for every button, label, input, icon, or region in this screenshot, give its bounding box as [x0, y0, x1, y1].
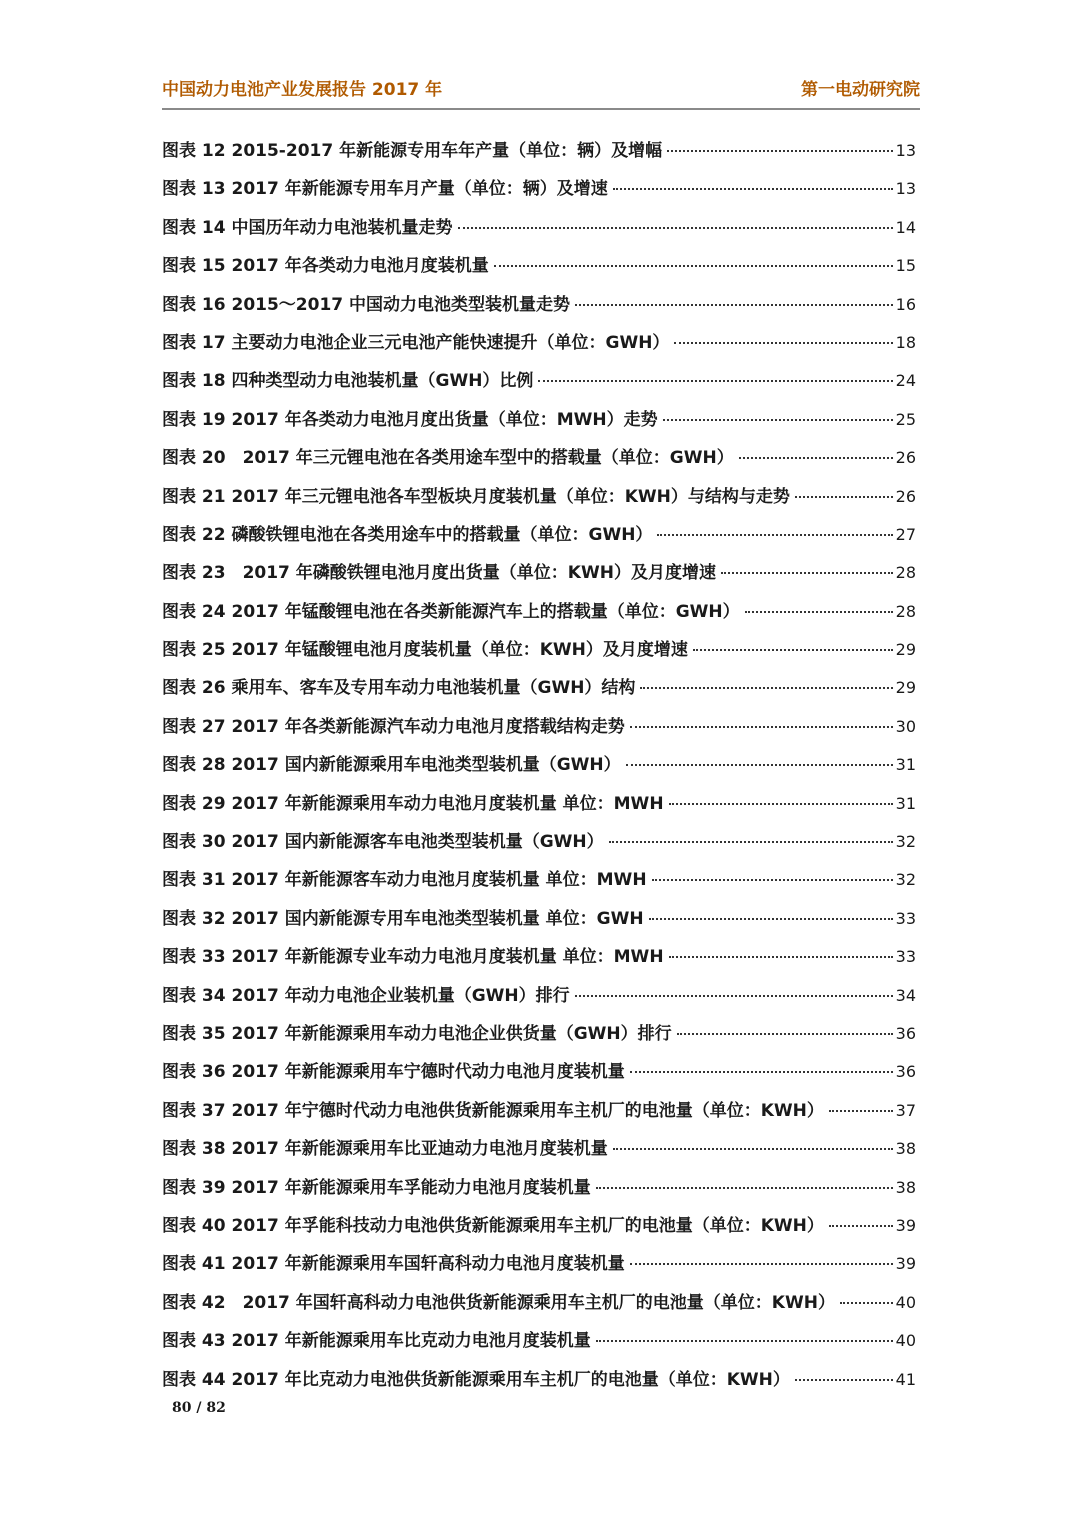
dot-leader: [829, 1110, 893, 1112]
dot-leader: [669, 803, 893, 805]
toc-entry-title[interactable]: 图表 35 2017 年新能源乘用车动力电池企业供货量（GWH）排行: [162, 1023, 672, 1044]
dot-leader: [613, 1148, 893, 1150]
toc-entry-page-number[interactable]: 25: [895, 409, 916, 429]
dot-leader: [739, 457, 893, 459]
toc-entry[interactable]: [162, 213, 916, 251]
toc-entry-page-number[interactable]: 33: [895, 908, 916, 928]
toc-entry-title[interactable]: 图表 12 2015-2017 年新能源专用车年产量（单位：辆）及增幅: [162, 141, 663, 161]
dot-leader: [630, 1071, 893, 1073]
toc-entry-title[interactable]: 图表 15 2017 年各类动力电池月度装机量: [162, 256, 489, 277]
toc-entry-title[interactable]: 图表 17 主要动力电池企业三元电池产能快速提升（单位：GWH）: [162, 332, 670, 353]
header-publisher: 第一电动研究院: [801, 80, 920, 100]
toc-entry[interactable]: [162, 789, 916, 827]
dot-leader: [657, 534, 892, 536]
toc-entry[interactable]: [162, 981, 916, 1019]
toc-entry[interactable]: [162, 865, 916, 903]
toc-entry[interactable]: [162, 712, 916, 750]
dot-leader: [494, 265, 893, 267]
dot-leader: [596, 1340, 893, 1342]
toc-entry-title[interactable]: 图表 16 2015～2017 中国动力电池类型装机量走势: [162, 294, 571, 315]
toc-entry-title[interactable]: 图表 40 2017 年孚能科技动力电池供货新能源乘用车主机厂的电池量（单位：KWH）: [162, 1215, 824, 1236]
toc-entry-page-number[interactable]: 39: [895, 1215, 916, 1235]
toc-entry-page-number[interactable]: 41: [895, 1369, 916, 1389]
toc-entry[interactable]: [162, 1288, 916, 1326]
toc-entry-title[interactable]: 图表 14 中国历年动力电池装机量走势: [162, 217, 453, 238]
toc-entry[interactable]: [162, 558, 916, 596]
toc-entry-page-number[interactable]: 13: [895, 141, 916, 160]
dot-leader: [626, 764, 893, 766]
dot-leader: [613, 188, 893, 190]
dot-leader: [795, 1379, 893, 1381]
table-of-figures: [162, 136, 916, 1403]
toc-entry-title[interactable]: 图表 31 2017 年新能源客车动力电池月度装机量 单位：MWH: [162, 870, 647, 891]
toc-entry[interactable]: [162, 750, 916, 788]
toc-entry-page-number[interactable]: 39: [895, 1254, 916, 1274]
dot-leader: [630, 1263, 893, 1265]
toc-entry[interactable]: [162, 904, 916, 942]
toc-entry[interactable]: [162, 136, 916, 174]
toc-entry-page-number[interactable]: 37: [895, 1100, 916, 1120]
toc-entry-page-number[interactable]: 32: [895, 870, 916, 890]
page-header: [162, 78, 920, 110]
toc-entry-page-number[interactable]: 36: [895, 1062, 916, 1082]
toc-entry-page-number[interactable]: 16: [895, 294, 916, 314]
toc-entry-title[interactable]: 图表 23 2017 年磷酸铁锂电池月度出货量（单位：KWH）及月度增速: [162, 563, 716, 584]
toc-entry[interactable]: [162, 1249, 916, 1287]
toc-entry-title[interactable]: 图表 20 2017 年三元锂电池在各类用途车型中的搭载量（单位：GWH）: [162, 448, 734, 469]
toc-entry-title[interactable]: 图表 36 2017 年新能源乘用车宁德时代动力电池月度装机量: [162, 1062, 625, 1083]
toc-entry-title[interactable]: 图表 13 2017 年新能源专用车月产量（单位：辆）及增速: [162, 179, 608, 200]
dot-leader: [609, 841, 893, 843]
dot-leader: [663, 419, 893, 421]
toc-entry-title[interactable]: 图表 34 2017 年动力电池企业装机量（GWH）排行: [162, 985, 570, 1006]
toc-entry-page-number[interactable]: 33: [895, 947, 916, 967]
toc-entry-page-number[interactable]: 38: [895, 1177, 916, 1197]
toc-entry-page-number[interactable]: 15: [895, 256, 916, 276]
toc-entry[interactable]: [162, 1019, 916, 1057]
dot-leader: [721, 572, 893, 574]
dot-leader: [669, 956, 893, 958]
toc-entry-page-number[interactable]: 29: [895, 640, 916, 660]
toc-entry-title[interactable]: 图表 29 2017 年新能源乘用车动力电池月度装机量 单位：MWH: [162, 793, 664, 814]
toc-entry-title[interactable]: 图表 22 磷酸铁锂电池在各类用途车中的搭载量（单位：GWH）: [162, 524, 653, 545]
toc-entry[interactable]: [162, 1365, 916, 1403]
toc-entry[interactable]: [162, 1326, 916, 1364]
toc-entry-page-number[interactable]: 40: [895, 1331, 916, 1351]
toc-entry-page-number[interactable]: 26: [895, 486, 916, 506]
toc-entry[interactable]: [162, 1211, 916, 1249]
dot-leader: [745, 611, 893, 613]
dot-leader: [677, 1033, 893, 1035]
toc-entry-page-number[interactable]: 32: [895, 832, 916, 852]
toc-entry-page-number[interactable]: 29: [895, 678, 916, 698]
toc-entry-title[interactable]: 图表 41 2017 年新能源乘用车国轩高科动力电池月度装机量: [162, 1254, 625, 1275]
toc-entry-title[interactable]: 图表 28 2017 国内新能源乘用车电池类型装机量（GWH）: [162, 755, 621, 776]
dot-leader: [795, 496, 893, 498]
toc-entry-title[interactable]: 图表 32 2017 国内新能源专用车电池类型装机量 单位：GWH: [162, 908, 644, 929]
toc-entry[interactable]: [162, 174, 916, 212]
toc-entry[interactable]: [162, 443, 916, 481]
toc-entry-page-number[interactable]: 30: [895, 716, 916, 736]
toc-entry-page-number[interactable]: 18: [895, 332, 916, 352]
toc-entry[interactable]: [162, 827, 916, 865]
dot-leader: [652, 879, 893, 881]
toc-entry-page-number[interactable]: 27: [895, 524, 916, 544]
toc-entry-page-number[interactable]: 14: [895, 217, 916, 237]
dot-leader: [829, 1225, 893, 1227]
dot-leader: [640, 687, 892, 689]
toc-entry[interactable]: [162, 520, 916, 558]
dot-leader: [538, 380, 892, 382]
header-report-title: 中国动力电池产业发展报告 2017 年: [162, 80, 443, 100]
toc-entry-page-number[interactable]: 31: [895, 755, 916, 775]
toc-entry-page-number[interactable]: 34: [895, 985, 916, 1005]
dot-leader: [649, 918, 893, 920]
dot-leader: [630, 726, 893, 728]
toc-entry-title[interactable]: 图表 18 四种类型动力电池装机量（GWH）比例: [162, 371, 534, 392]
toc-entry[interactable]: [162, 1173, 916, 1211]
dot-leader: [458, 227, 893, 229]
dot-leader: [575, 995, 893, 997]
dot-leader: [575, 304, 893, 306]
toc-entry[interactable]: [162, 635, 916, 673]
page-number: 80 / 82: [172, 1400, 226, 1416]
toc-entry[interactable]: [162, 1134, 916, 1172]
toc-entry-title[interactable]: 图表 24 2017 年锰酸锂电池在各类新能源汽车上的搭载量（单位：GWH）: [162, 601, 740, 622]
toc-entry[interactable]: [162, 251, 916, 289]
toc-entry-title[interactable]: 图表 26 乘用车、客车及专用车动力电池装机量（GWH）结构: [162, 678, 636, 699]
toc-entry[interactable]: [162, 673, 916, 711]
toc-entry[interactable]: [162, 482, 916, 520]
toc-entry[interactable]: [162, 290, 916, 328]
toc-entry-title[interactable]: 图表 42 2017 年国轩高科动力电池供货新能源乘用车主机厂的电池量（单位：KWH）: [162, 1292, 835, 1313]
toc-entry-title[interactable]: 图表 19 2017 年各类动力电池月度出货量（单位：MWH）走势: [162, 409, 658, 430]
toc-entry[interactable]: [162, 597, 916, 635]
toc-entry[interactable]: [162, 405, 916, 443]
toc-entry-page-number[interactable]: 28: [895, 563, 916, 583]
dot-leader: [596, 1187, 893, 1189]
toc-entry-title[interactable]: 图表 27 2017 年各类新能源汽车动力电池月度搭载结构走势: [162, 716, 625, 737]
toc-entry-title[interactable]: 图表 38 2017 年新能源乘用车比亚迪动力电池月度装机量: [162, 1139, 608, 1160]
toc-entry-page-number[interactable]: 38: [895, 1139, 916, 1159]
toc-entry-title[interactable]: 图表 37 2017 年宁德时代动力电池供货新能源乘用车主机厂的电池量（单位：KWH）: [162, 1100, 824, 1121]
toc-entry[interactable]: [162, 942, 916, 980]
toc-entry-title[interactable]: 图表 25 2017 年锰酸锂电池月度装机量（单位：KWH）及月度增速: [162, 640, 688, 661]
dot-leader: [674, 342, 892, 344]
toc-entry-page-number[interactable]: 13: [895, 179, 916, 199]
toc-entry-title[interactable]: 图表 39 2017 年新能源乘用车孚能动力电池月度装机量: [162, 1177, 591, 1198]
dot-leader: [667, 150, 893, 152]
dot-leader: [840, 1302, 893, 1304]
toc-entry-title[interactable]: 图表 43 2017 年新能源乘用车比克动力电池月度装机量: [162, 1331, 591, 1352]
toc-entry-title[interactable]: 图表 21 2017 年三元锂电池各车型板块月度装机量（单位：KWH）与结构与走势: [162, 486, 790, 507]
toc-entry-page-number[interactable]: 28: [895, 601, 916, 621]
toc-entry-title[interactable]: 图表 33 2017 年新能源专业车动力电池月度装机量 单位：MWH: [162, 947, 664, 968]
toc-entry[interactable]: [162, 1057, 916, 1095]
toc-entry[interactable]: [162, 328, 916, 366]
toc-entry-page-number[interactable]: 24: [895, 371, 916, 391]
toc-entry-title[interactable]: 图表 44 2017 年比克动力电池供货新能源乘用车主机厂的电池量（单位：KWH）: [162, 1369, 790, 1390]
toc-entry-page-number[interactable]: 40: [895, 1292, 916, 1312]
toc-entry[interactable]: [162, 1096, 916, 1134]
toc-entry-title[interactable]: 图表 30 2017 国内新能源客车电池类型装机量（GWH）: [162, 832, 604, 853]
toc-entry-page-number[interactable]: 36: [895, 1023, 916, 1043]
toc-entry[interactable]: [162, 366, 916, 404]
dot-leader: [693, 649, 893, 651]
toc-entry-page-number[interactable]: 26: [895, 448, 916, 468]
toc-entry-page-number[interactable]: 31: [895, 793, 916, 813]
